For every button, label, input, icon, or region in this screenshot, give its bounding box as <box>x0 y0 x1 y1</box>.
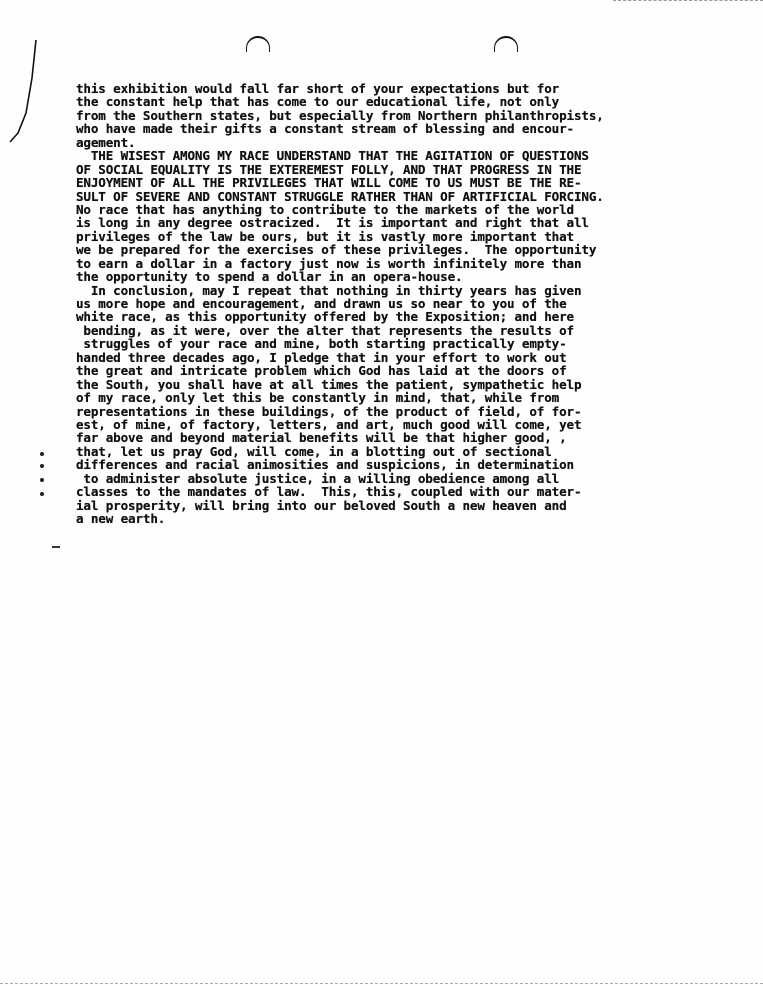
margin-dash <box>52 546 60 548</box>
text-line: the South, you shall have at all times the patient, sympathetic help <box>76 376 582 392</box>
margin-dot <box>40 464 44 468</box>
text-line: the opportunity to spend a dollar in an opera-house. <box>76 269 463 285</box>
text-line: who have made their gifts a constant stream of blessing and encour- <box>76 121 574 137</box>
text-line: to administer absolute justice, in a willing obedience among all <box>76 470 560 486</box>
body-text <box>76 82 736 525</box>
text-line: is long in any degree ostracized. It is important and right that all <box>76 215 589 231</box>
top-edge-rule <box>613 0 763 3</box>
text-line: of my race, only let this be constantly in mind, that, while from <box>76 390 560 406</box>
text-line: us more hope and encouragement, and drawn us so near to you of the <box>76 296 567 311</box>
margin-pen-mark <box>6 38 46 148</box>
margin-dot <box>40 452 44 456</box>
text-line: classes to the mandates of law. This, this, coupled with our mater- <box>76 484 582 500</box>
text-line: the great and intricate problem which God has laid at the doors of <box>76 363 567 379</box>
text-line: struggles of your race and mine, both starting practically empty- <box>76 336 567 352</box>
text-line: agement. <box>76 134 136 150</box>
margin-dot <box>40 478 44 482</box>
text-line: we be prepared for the exercises of these privileges. The opportunity <box>76 242 597 258</box>
text-line: OF SOCIAL EQUALITY IS THE EXTEREMEST FOLLY, AND THAT PROGRESS IN THE <box>76 161 582 177</box>
text-line: est, of mine, of factory, letters, and art, much good will come, yet <box>76 416 582 432</box>
text-line: white race, as this opportunity offered by the Exposition; and here <box>76 309 574 325</box>
margin-dot <box>40 492 44 496</box>
text-line: THE WISEST AMONG MY RACE UNDERSTAND THAT THE AGITATION OF QUESTIONS <box>76 148 589 164</box>
text-line: that, let us pray God, will come, in a blotting out of sectional <box>76 443 552 459</box>
text-line: ial prosperity, will bring into our beloved South a new heaven and <box>76 497 567 513</box>
text-line: In conclusion, may I repeat that nothing in thirty years has given <box>76 282 582 298</box>
margin-dots <box>39 452 47 502</box>
text-line: far above and beyond material benefits will be that higher good, , <box>76 430 567 446</box>
text-line: handed three decades ago, I pledge that in your effort to work out <box>76 349 567 365</box>
text-line: representations in these buildings, of the product of field, of for- <box>76 403 582 419</box>
punch-hole-right <box>494 36 518 52</box>
text-line: bending, as it were, over the alter that represents the results of <box>76 322 574 338</box>
text-line: SULT OF SEVERE AND CONSTANT STRUGGLE RATHER THAN OF ARTIFICIAL FORCING. <box>76 188 604 204</box>
punch-hole-left <box>246 36 270 52</box>
text-line: a new earth. <box>76 511 166 526</box>
text-line: the constant help that has come to our educational life, not only <box>76 94 560 110</box>
text-line: from the Southern states, but especially from Northern philanthropists, <box>76 107 604 123</box>
text-line: No race that has anything to contribute to the markets of the world <box>76 201 574 217</box>
text-line: privileges of the law be ours, but it is vastly more important that <box>76 228 574 244</box>
text-line: ENJOYMENT OF ALL THE PRIVILEGES THAT WILL COME TO US MUST BE THE RE- <box>76 175 582 191</box>
text-line: differences and racial animosities and suspicions, in determination <box>76 457 574 473</box>
text-line: to earn a dollar in a factory just now is worth infinitely more than <box>76 255 582 271</box>
text-line: this exhibition would fall far short of your expectations but for <box>76 81 560 96</box>
